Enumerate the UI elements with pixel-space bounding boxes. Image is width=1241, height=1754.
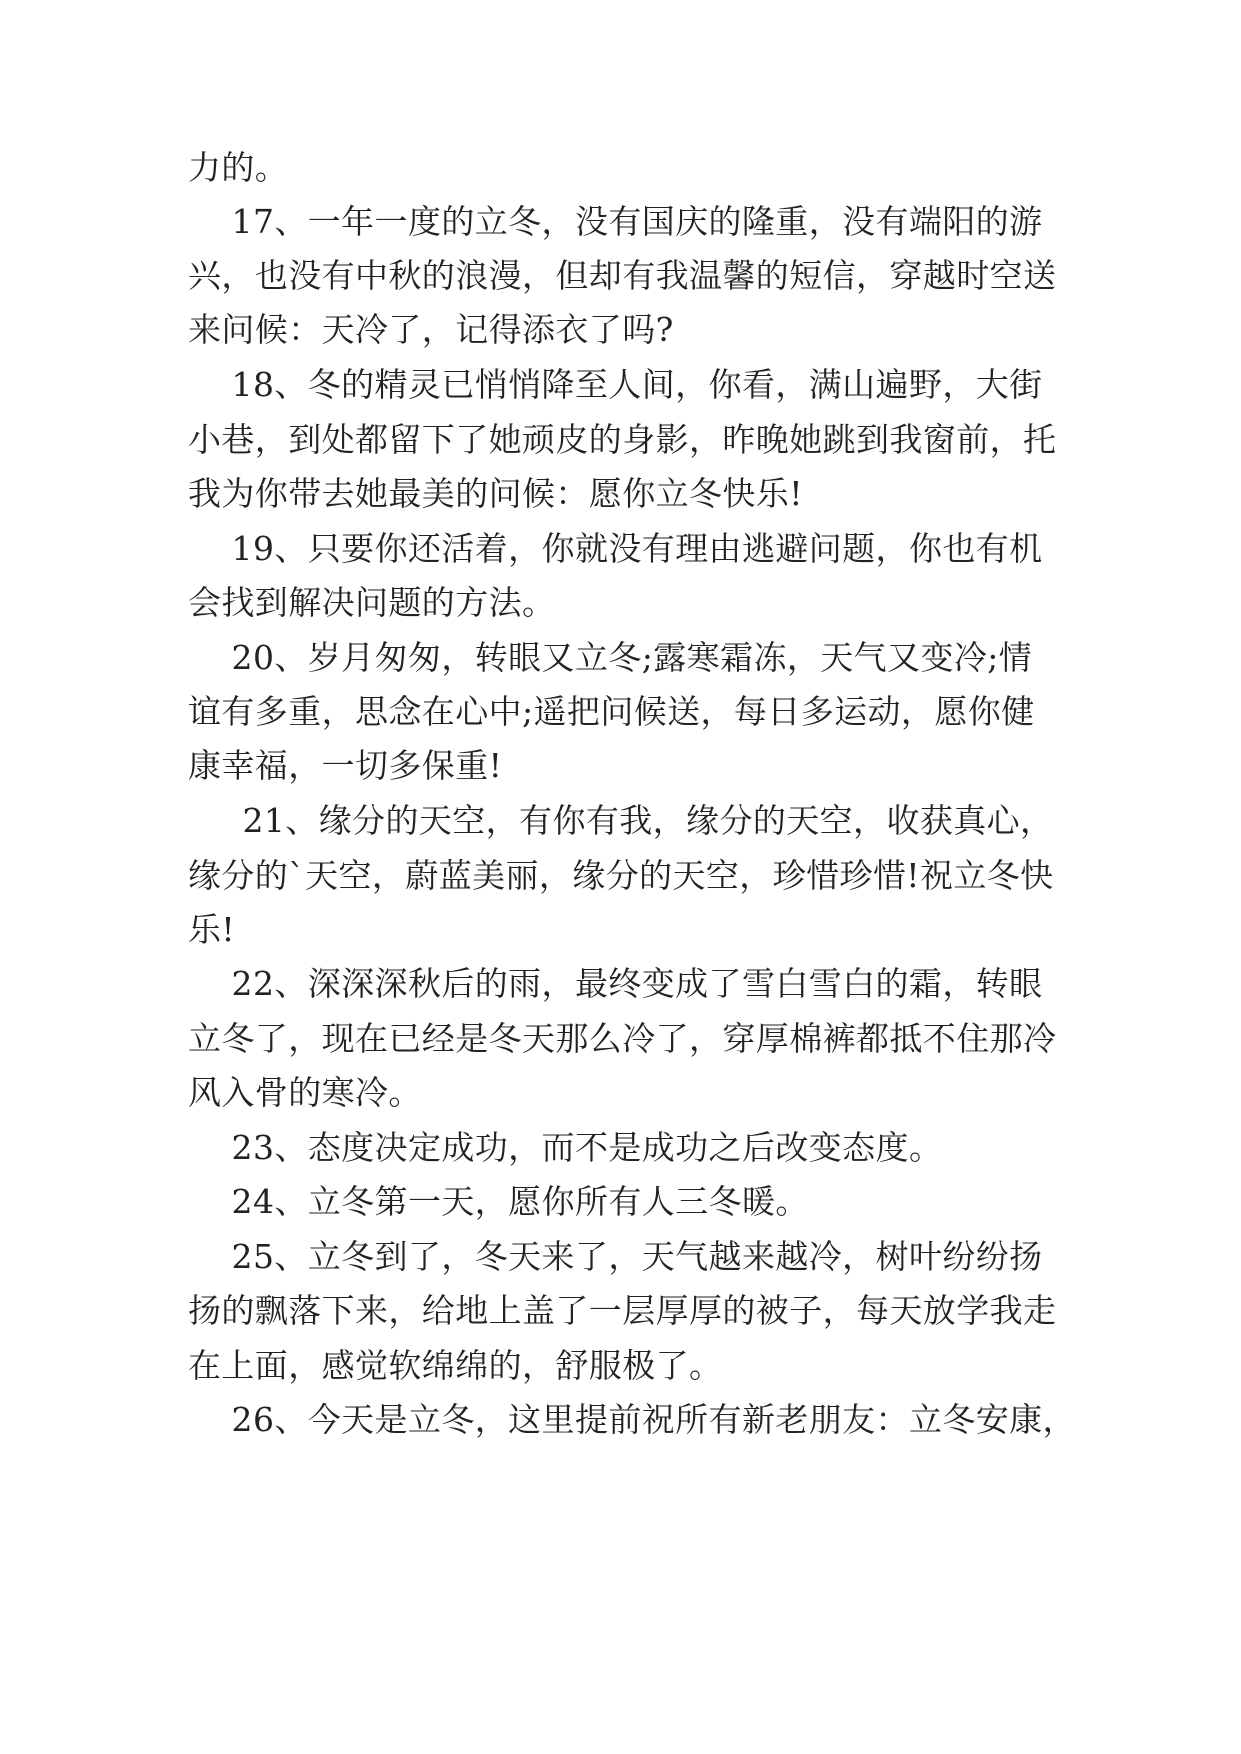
text-line: 21、缘分的天空，有你有我，缘分的天空，收获真心， — [188, 801, 1054, 840]
text-line: 会找到解决问题的方法。 — [188, 583, 556, 622]
text-line: 谊有多重，思念在心中;遥把问候送，每日多运动，愿你健 — [188, 692, 1035, 731]
text-line: 在上面，感觉软绵绵的，舒服极了。 — [188, 1346, 723, 1385]
text-line: 风入骨的寒冷。 — [188, 1073, 422, 1112]
text-line: 乐! — [188, 910, 236, 949]
text-line: 17、一年一度的立冬，没有国庆的隆重，没有端阳的游 — [188, 202, 1043, 241]
text-line: 我为你带去她最美的问候：愿你立冬快乐! — [188, 474, 803, 513]
text-line: 26、今天是立冬，这里提前祝所有新老朋友：立冬安康， — [188, 1400, 1076, 1439]
text-line: 扬的飘落下来，给地上盖了一层厚厚的被子，每天放学我走 — [188, 1291, 1057, 1330]
text-line: 23、态度决定成功，而不是成功之后改变态度。 — [188, 1128, 943, 1167]
text-line: 19、只要你还活着，你就没有理由逃避问题，你也有机 — [188, 529, 1043, 568]
text-line: 18、冬的精灵已悄悄降至人间，你看，满山遍野，大街 — [188, 365, 1043, 404]
text-line: 缘分的`天空，蔚蓝美丽，缘分的天空，珍惜珍惜!祝立冬快 — [188, 856, 1054, 895]
text-line: 25、立冬到了，冬天来了，天气越来越冷，树叶纷纷扬 — [188, 1237, 1043, 1276]
text-line: 20、岁月匆匆，转眼又立冬;露寒霜冻，天气又变冷;情 — [188, 638, 1033, 677]
text-line: 立冬了，现在已经是冬天那么冷了，穿厚棉裤都抵不住那冷 — [188, 1019, 1057, 1058]
text-line: 小巷，到处都留下了她顽皮的身影，昨晚她跳到我窗前，托 — [188, 420, 1057, 459]
text-line: 康幸福，一切多保重! — [188, 746, 503, 785]
text-line: 22、深深深秋后的雨，最终变成了雪白雪白的霜，转眼 — [188, 964, 1043, 1003]
text-line: 兴，也没有中秋的浪漫，但却有我温馨的短信，穿越时空送 — [188, 256, 1057, 295]
text-line: 来问候：天冷了，记得添衣了吗? — [188, 310, 674, 349]
text-line: 力的。 — [188, 148, 289, 187]
text-line: 24、立冬第一天，愿你所有人三冬暖。 — [188, 1182, 809, 1221]
